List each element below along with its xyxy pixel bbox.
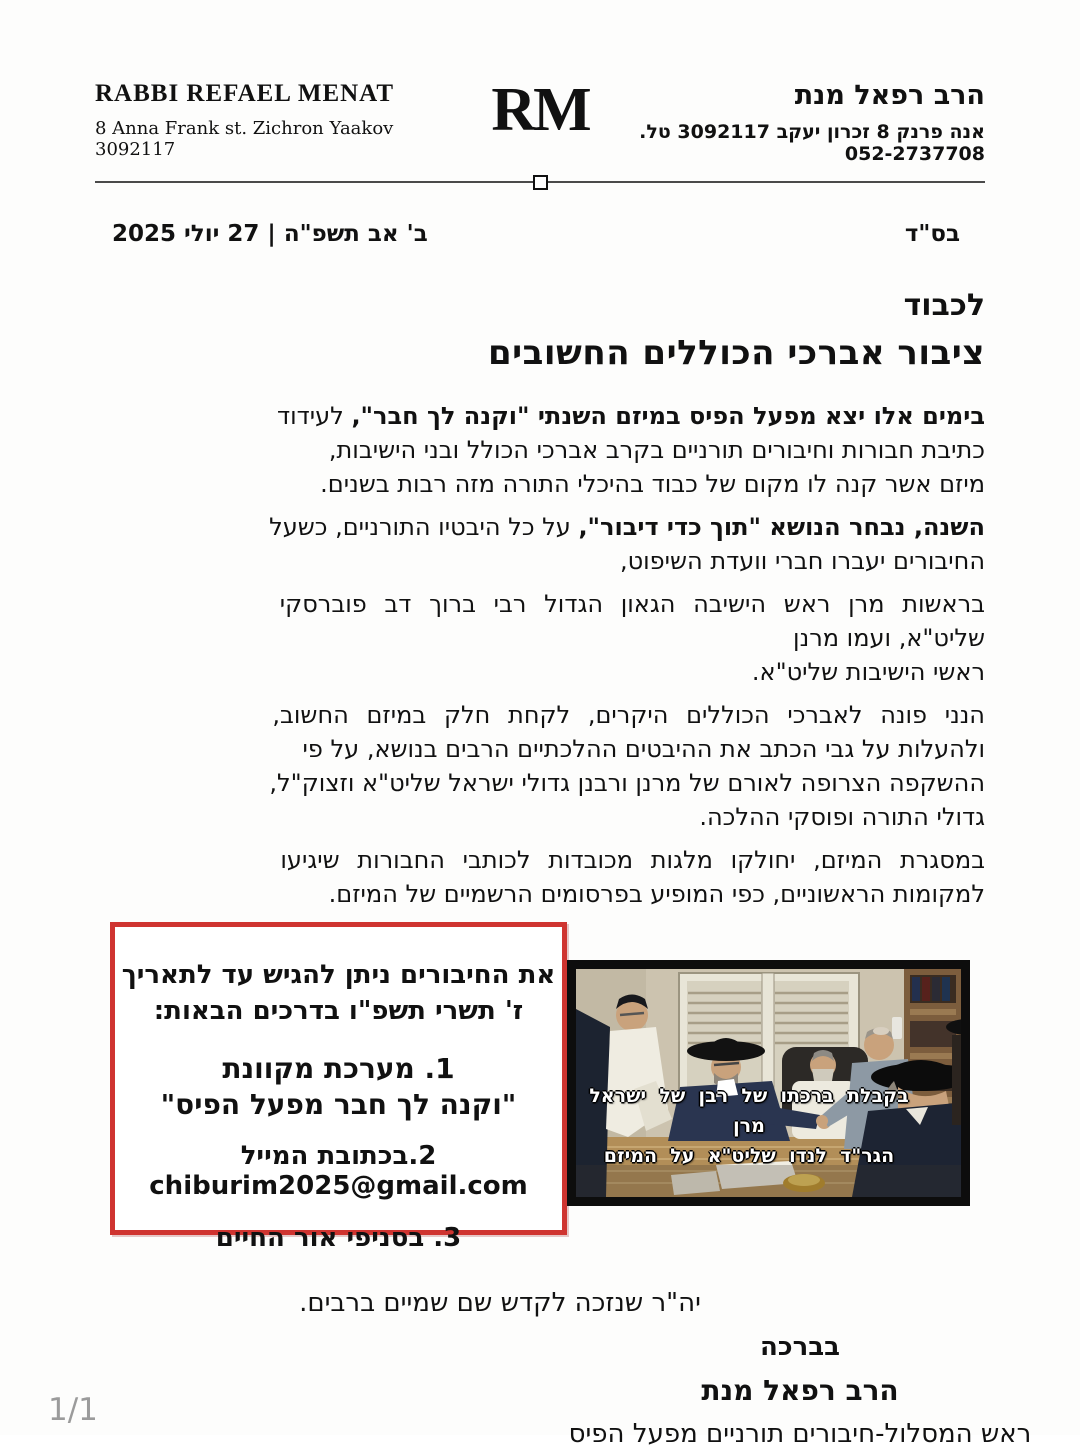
- letterhead-english: [95, 80, 475, 160]
- p3-line4: גדולי התורה ופוסקי ההלכה.: [699, 803, 985, 831]
- divider-square-ornament: [533, 175, 548, 190]
- paragraph-1: [95, 399, 985, 501]
- rabbi-name-english: RABBI REFAEL MENAT: [95, 80, 395, 107]
- submission-deadline-box: [110, 922, 567, 1253]
- p1-bold-lead: בימים אלו יצא מפעל הפיס במיזם השנתי "וקנה לך חבר",: [351, 402, 985, 430]
- method-3-label: 3. בסניפי אור החיים: [215, 1223, 462, 1253]
- title-line-1: לכבוד: [903, 288, 985, 323]
- deadline-line2: ז' תשרי תשפ"ו בדרכים הבאות:: [153, 996, 524, 1026]
- submission-email-address: chiburim2025@gmail.com: [149, 1171, 528, 1201]
- page-indicator: 1/1: [48, 1392, 98, 1428]
- p2-line2: החיבורים יעברו חברי וועדת השיפוט,: [619, 547, 985, 575]
- photo-caption: [584, 1081, 914, 1171]
- method-1-label: 1. מערכת מקוונת: [222, 1052, 455, 1085]
- signer-role: ראש המסלול-חיבורים תורניים מפעל הפיס: [568, 1419, 1032, 1449]
- letter-body: [0, 373, 1080, 911]
- signer-name: הרב רפאל מנת: [701, 1374, 899, 1407]
- mid-section: [0, 920, 1080, 1253]
- p2-line1-rest: על כל היבטיו התורניים, כשעל: [269, 513, 579, 541]
- method-2-label: 2.בכתובת המייל: [240, 1141, 437, 1171]
- p4-line1: במסגרת המיזם, יחולקו מלגות מכובדות לכותבי החבורות שיגיעו: [280, 846, 985, 874]
- blessing-photo: [567, 960, 970, 1206]
- closing-wish: יה"ר שנזכה לקדש שם שמיים ברבים.: [299, 1288, 701, 1318]
- paragraph-4: [95, 843, 985, 911]
- p1-line3: מיזם אשר קנה לו מקום של כבוד בהיכלי התורה מזה רבות בשנים.: [320, 470, 985, 498]
- meta-row: [0, 183, 1080, 247]
- signature-block: [520, 1332, 1080, 1449]
- rm-monogram-logo: RM: [491, 76, 589, 144]
- p2b-line1: בראשות מרן ראש הישיבה הגאון הגדול רבי ברוך דב פוברסקי: [279, 590, 985, 618]
- photo-caption-line1: בקבלת ברכתו של רבן של ישראל מרן: [589, 1085, 909, 1137]
- p1-line2: כתיבת חבורות וחיבורים תורניים בקרב אברכי הכולל ובני הישיבות,: [328, 436, 985, 464]
- photo-bottle: [892, 1017, 902, 1039]
- p2b-line3: ראשי הישיבות שליט"א.: [751, 658, 985, 686]
- p1-line1-rest: לעידוד: [277, 402, 352, 430]
- address-english: 8 Anna Frank st. Zichron Yaakov 3092117: [95, 118, 394, 160]
- p2-bold-lead: השנה, נבחר הנושא "תוך כדי דיבור",: [578, 513, 985, 541]
- p3-line2: ולהעלות על גבי הכתב את ההיבטים ההלכתיים הרבים בנושא, על פי: [302, 735, 985, 763]
- closing-blessing: בברכה: [760, 1332, 840, 1362]
- letterhead: [0, 0, 1080, 165]
- p3-line1: הנני פונה לאברכי הכוללים היקרים, לקחת חלק במיזם החשוב,: [272, 701, 985, 729]
- method-1-detail: "וקנה לך חבר מפעל הפיס": [160, 1088, 517, 1121]
- letter-date: ב' אב תשפ"ה | 27 יולי 2025: [112, 221, 428, 247]
- rabbi-name-hebrew: הרב רפאל מנת: [794, 80, 985, 111]
- closing-section: [0, 1288, 1080, 1449]
- title-line-2: ציבור אברכי הכוללים החשובים: [487, 333, 985, 373]
- paragraph-3: [95, 698, 985, 834]
- letterhead-hebrew: [605, 80, 985, 165]
- p2b-line2: שליט"א, ועמו מרנן: [793, 624, 985, 652]
- letterhead-divider: [95, 181, 985, 183]
- address-hebrew: אנה פרנק 8 זכרון יעקב 3092117 טל. 052-2737708: [639, 121, 985, 165]
- p3-line3: ההשקפה הצרופה לאורם של מרנן ורבנן גדולי ישראל שליט"א וזצוק"ל,: [269, 769, 985, 797]
- paragraph-2b: [95, 587, 985, 689]
- p4-line2: למקומות הראשוניים, כפי המופיע בפרסומים הרשמיים של המיזם.: [328, 880, 985, 908]
- bsd-mark: בס"ד: [904, 221, 960, 247]
- photo-caption-line2: הגר"ד לנדו שליט"א על המיזם: [603, 1145, 895, 1167]
- paragraph-2: [95, 510, 985, 578]
- letter-title: [0, 247, 1080, 373]
- deadline-line1: את החיבורים ניתן להגיש עד לתאריך: [121, 960, 556, 990]
